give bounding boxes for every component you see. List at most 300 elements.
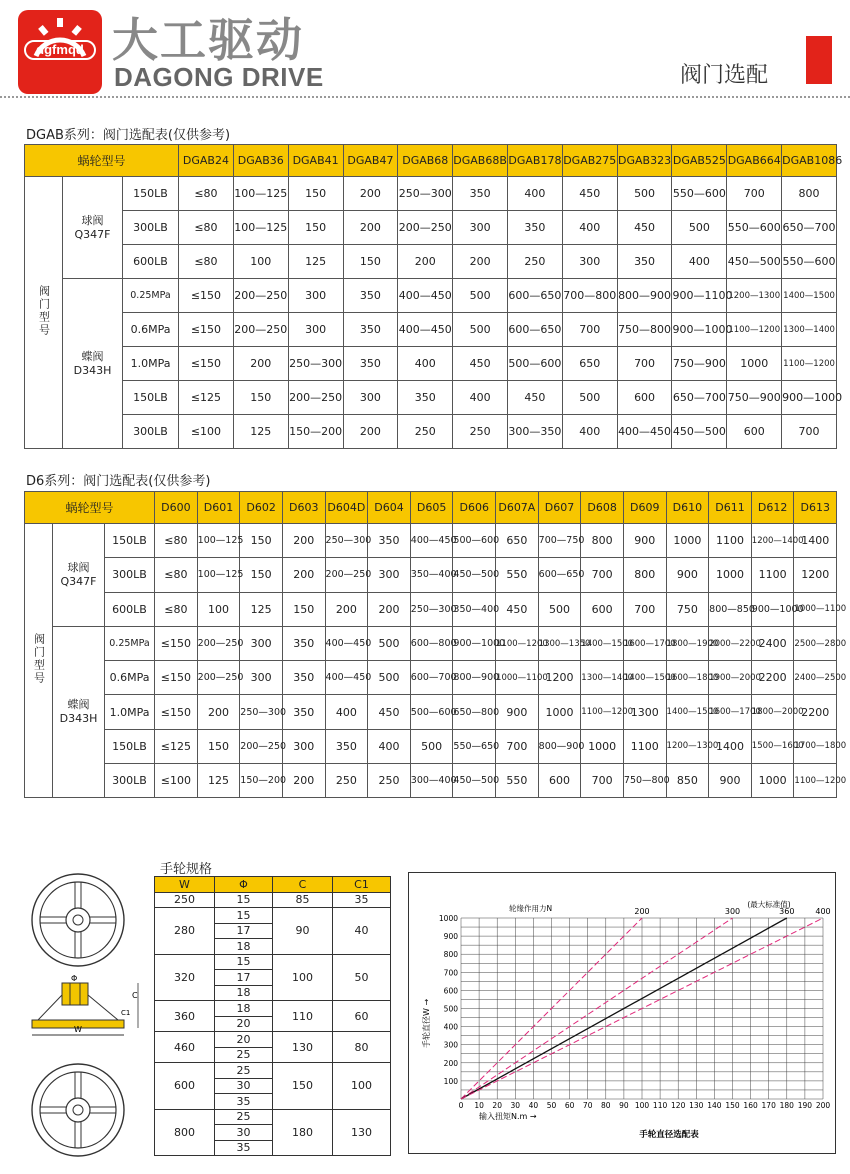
spec-cell: 150LB — [105, 729, 155, 763]
handwheel-phi-cell: 25 — [215, 1063, 273, 1079]
handwheel-c-cell: 90 — [273, 908, 333, 955]
accent-bar — [806, 36, 832, 84]
value-cell: 1000 — [727, 347, 782, 381]
value-cell: 750 — [666, 592, 709, 626]
table-header-row — [25, 492, 837, 524]
model-header-cell: DGAB275 — [562, 145, 617, 177]
value-cell: 800 — [581, 524, 624, 558]
header-divider — [0, 96, 850, 98]
value-cell: 1400 — [794, 524, 837, 558]
value-cell: 250 — [398, 415, 453, 449]
x-tick-label: 120 — [671, 1101, 686, 1110]
handwheel-c1-cell: 130 — [333, 1109, 391, 1156]
value-cell: 400—450 — [617, 415, 672, 449]
model-header-cell: D608 — [581, 492, 624, 524]
handwheel-phi-cell: 35 — [215, 1094, 273, 1110]
value-cell: 300 — [288, 279, 343, 313]
value-cell: 1300—1400 — [581, 661, 624, 695]
handwheel-spec-title: 手轮规格 — [160, 862, 213, 877]
d6-section-title: D6系列：阀门选配表(仅供参考) — [26, 474, 211, 489]
value-cell: 1100—1200 — [727, 313, 782, 347]
value-cell: 125 — [233, 415, 288, 449]
value-cell: 1100—1200 — [782, 347, 837, 381]
x-tick-label: 90 — [619, 1101, 629, 1110]
value-cell: 250—300 — [410, 592, 453, 626]
value-cell: 1000 — [666, 524, 709, 558]
handwheel-phi-cell: 20 — [215, 1032, 273, 1048]
value-cell: 1400—1500 — [581, 626, 624, 660]
model-header-cell: D604 — [368, 492, 411, 524]
value-cell: ≤150 — [155, 626, 198, 660]
x-tick-label: 190 — [797, 1101, 813, 1110]
table-row — [25, 592, 837, 626]
handwheel-w-cell: 360 — [155, 1001, 215, 1032]
handwheel-phi-cell: 18 — [215, 939, 273, 955]
value-cell: 500 — [672, 211, 727, 245]
value-cell: 1200—1400 — [751, 524, 794, 558]
value-cell: 600 — [581, 592, 624, 626]
table-row — [25, 347, 837, 381]
handwheel-row — [155, 908, 391, 924]
spec-cell: 0.25MPa — [105, 626, 155, 660]
table-row — [25, 764, 837, 798]
value-cell: 250 — [368, 764, 411, 798]
spec-cell: 0.6MPa — [123, 313, 179, 347]
table-row — [25, 729, 837, 763]
handwheel-phi-cell: 17 — [215, 923, 273, 939]
value-cell: 1100 — [751, 558, 794, 592]
handwheel-c-cell: 85 — [273, 892, 333, 908]
value-cell: 350 — [282, 695, 325, 729]
model-header-cell: D611 — [709, 492, 752, 524]
value-cell: 1000—1100 — [794, 592, 837, 626]
model-header-cell: D607 — [538, 492, 581, 524]
value-cell: 1000 — [709, 558, 752, 592]
value-cell: 450 — [496, 592, 539, 626]
handwheel-header-cell: C1 — [333, 877, 391, 893]
value-cell: 850 — [666, 764, 709, 798]
handwheel-chart-frame — [408, 872, 836, 1154]
x-axis-label: 输入扭矩N.m → — [479, 1112, 537, 1121]
max-note: (最大标准值) — [747, 900, 791, 909]
value-cell: 400 — [368, 729, 411, 763]
value-cell: ≤80 — [179, 245, 234, 279]
value-cell: 100—125 — [197, 558, 240, 592]
value-cell: 400 — [562, 211, 617, 245]
value-cell: 2200 — [751, 661, 794, 695]
value-cell: 1500—1600 — [751, 729, 794, 763]
handwheel-phi-cell: 25 — [215, 1047, 273, 1063]
value-cell: 1300—1400 — [782, 313, 837, 347]
value-cell: 200—250 — [288, 381, 343, 415]
table-row — [25, 524, 837, 558]
value-cell: 400 — [672, 245, 727, 279]
value-cell: 200—250 — [240, 729, 283, 763]
value-cell: 650—700 — [672, 381, 727, 415]
spec-cell: 300LB — [123, 415, 179, 449]
value-cell: 1000—1100 — [496, 661, 539, 695]
value-cell: 100—125 — [197, 524, 240, 558]
value-cell: 300 — [240, 661, 283, 695]
brand-name-en: DAGONG DRIVE — [114, 62, 324, 92]
value-cell: 400 — [453, 381, 508, 415]
handwheel-phi-cell: 35 — [215, 1140, 273, 1156]
value-cell: 350 — [508, 211, 563, 245]
value-cell: 500 — [368, 661, 411, 695]
spec-cell: 300LB — [105, 764, 155, 798]
value-cell: 800—900 — [453, 661, 496, 695]
value-cell: 300—400 — [410, 764, 453, 798]
value-cell: 300—350 — [508, 415, 563, 449]
valve-type-label: 阀门型号 — [32, 633, 46, 686]
value-cell: 500 — [617, 177, 672, 211]
value-cell: ≤100 — [179, 415, 234, 449]
handwheel-phi-cell: 18 — [215, 985, 273, 1001]
value-cell: 500 — [453, 313, 508, 347]
handwheel-c-cell: 110 — [273, 1001, 333, 1032]
table-row — [25, 245, 837, 279]
spec-cell: 1.0MPa — [105, 695, 155, 729]
globe-group-cell — [63, 177, 123, 279]
value-cell: ≤80 — [179, 211, 234, 245]
value-cell: 150 — [288, 211, 343, 245]
value-cell: 500—600 — [508, 347, 563, 381]
handwheel-c-cell: 150 — [273, 1063, 333, 1110]
x-tick-label: 70 — [582, 1101, 593, 1110]
value-cell: ≤125 — [179, 381, 234, 415]
value-cell: 350—400 — [410, 558, 453, 592]
value-cell: 200 — [282, 764, 325, 798]
value-cell: 250 — [325, 764, 368, 798]
spec-cell: 150LB — [123, 177, 179, 211]
value-cell: 200—250 — [233, 279, 288, 313]
value-cell: 200 — [282, 524, 325, 558]
x-tick-label: 170 — [761, 1101, 776, 1110]
butterfly-label: 蝶阀 — [81, 349, 104, 363]
dgab-section-title: DGAB系列：阀门选配表(仅供参考) — [26, 128, 231, 143]
value-cell: 700 — [562, 313, 617, 347]
model-header-cell: D612 — [751, 492, 794, 524]
model-header-cell: DGAB68B — [453, 145, 508, 177]
value-cell: 125 — [240, 592, 283, 626]
value-cell: 1000 — [581, 729, 624, 763]
y-tick-label: 400 — [443, 1022, 458, 1032]
value-cell: 700 — [782, 415, 837, 449]
value-cell: ≤80 — [155, 592, 198, 626]
value-cell: 450 — [453, 347, 508, 381]
value-cell: 700 — [623, 592, 666, 626]
model-header-cell: D601 — [197, 492, 240, 524]
value-cell: 400 — [325, 695, 368, 729]
handwheel-top-view — [32, 874, 124, 966]
value-cell: 150—200 — [240, 764, 283, 798]
value-cell: 400—450 — [398, 313, 453, 347]
x-tick-label: 100 — [634, 1101, 650, 1110]
w-dimension-label: W — [74, 1025, 82, 1034]
value-cell: 1200 — [538, 661, 581, 695]
value-cell: 400—450 — [398, 279, 453, 313]
handwheel-row — [155, 954, 391, 970]
value-cell: 400—450 — [325, 626, 368, 660]
handwheel-c-cell: 180 — [273, 1109, 333, 1156]
value-cell: 700 — [581, 558, 624, 592]
value-cell: 1000 — [751, 764, 794, 798]
value-cell: 800 — [623, 558, 666, 592]
value-cell: 350 — [325, 729, 368, 763]
butterfly-group-cell — [63, 279, 123, 449]
value-cell: 550 — [496, 558, 539, 592]
value-cell: 600 — [617, 381, 672, 415]
value-cell: 200—250 — [325, 558, 368, 592]
value-cell: 900 — [623, 524, 666, 558]
value-cell: 300 — [240, 626, 283, 660]
model-header-cell: D607A — [496, 492, 539, 524]
value-cell: 150 — [233, 381, 288, 415]
x-tick-label: 40 — [528, 1101, 539, 1110]
brand-logo — [18, 10, 102, 94]
value-cell: 750—800 — [623, 764, 666, 798]
valve-type-label-cell — [25, 524, 53, 798]
globe-code: Q347F — [60, 574, 97, 588]
table-row — [25, 626, 837, 660]
table-row — [25, 415, 837, 449]
handwheel-w-cell: 320 — [155, 954, 215, 1001]
value-cell: 300 — [562, 245, 617, 279]
globe-label: 球阀 — [67, 560, 90, 574]
value-cell: 600—800 — [410, 626, 453, 660]
value-cell: 200 — [343, 415, 398, 449]
model-header-cell: D600 — [155, 492, 198, 524]
value-cell: 700—800 — [562, 279, 617, 313]
value-cell: 300 — [343, 381, 398, 415]
value-cell: 550—600 — [727, 211, 782, 245]
value-cell: 400 — [398, 347, 453, 381]
table-row — [25, 695, 837, 729]
valve-type-label-cell — [25, 177, 63, 449]
handwheel-phi-cell: 15 — [215, 892, 273, 908]
page-title: 阀门选配 — [680, 63, 769, 88]
table-row — [25, 558, 837, 592]
spec-cell: 600LB — [123, 245, 179, 279]
value-cell: 700 — [727, 177, 782, 211]
spec-cell: 150LB — [105, 524, 155, 558]
value-cell: 1800—2000 — [751, 695, 794, 729]
handwheel-bottom-view — [32, 1064, 124, 1156]
value-cell: 125 — [288, 245, 343, 279]
series-label-360: 360 — [779, 907, 795, 916]
globe-group-cell — [53, 524, 105, 627]
handwheel-c1-cell: 35 — [333, 892, 391, 908]
x-tick-label: 180 — [779, 1101, 794, 1110]
handwheel-header-cell: C — [273, 877, 333, 893]
value-cell: 800—900 — [538, 729, 581, 763]
value-cell: 650 — [496, 524, 539, 558]
value-cell: 100 — [197, 592, 240, 626]
spec-cell: 600LB — [105, 592, 155, 626]
model-header-cell: DGAB525 — [672, 145, 727, 177]
x-tick-label: 130 — [689, 1101, 704, 1110]
value-cell: 250—300 — [288, 347, 343, 381]
value-cell: 350—400 — [453, 592, 496, 626]
value-cell: ≤80 — [155, 524, 198, 558]
value-cell: 500 — [453, 279, 508, 313]
handwheel-phi-cell: 15 — [215, 954, 273, 970]
value-cell: 150—200 — [288, 415, 343, 449]
value-cell: 250—300 — [240, 695, 283, 729]
brand-name-cn: 大工驱动 — [112, 13, 304, 67]
handwheel-row — [155, 1109, 391, 1125]
value-cell: 1100 — [623, 729, 666, 763]
handwheel-w-cell: 600 — [155, 1063, 215, 1110]
value-cell: 200 — [233, 347, 288, 381]
value-cell: ≤80 — [179, 177, 234, 211]
model-header-cell: D602 — [240, 492, 283, 524]
handwheel-c1-cell: 100 — [333, 1063, 391, 1110]
value-cell: ≤150 — [179, 279, 234, 313]
handwheel-phi-cell: 18 — [215, 1001, 273, 1017]
value-cell: 1400—1500 — [623, 661, 666, 695]
spec-cell: 300LB — [123, 211, 179, 245]
model-header-cell: DGAB24 — [179, 145, 234, 177]
value-cell: 900—1100 — [672, 279, 727, 313]
value-cell: 125 — [197, 764, 240, 798]
value-cell: 1200 — [794, 558, 837, 592]
phi-dimension-label: Φ — [71, 974, 78, 983]
handwheel-phi-cell: 30 — [215, 1125, 273, 1141]
value-cell: 1300—1350 — [538, 626, 581, 660]
model-header-cell: DGAB68 — [398, 145, 453, 177]
handwheel-diameter-chart — [409, 873, 837, 1155]
spec-cell: 1.0MPa — [123, 347, 179, 381]
value-cell: 200 — [343, 211, 398, 245]
value-cell: 500—600 — [410, 695, 453, 729]
value-cell: 1400—1500 — [666, 695, 709, 729]
value-cell: 450—500 — [453, 764, 496, 798]
value-cell: 300 — [288, 313, 343, 347]
value-cell: 400 — [508, 177, 563, 211]
chart-title: 手轮直径选配表 — [639, 1130, 699, 1140]
model-header-cell: DGAB47 — [343, 145, 398, 177]
value-cell: 2400 — [751, 626, 794, 660]
value-cell: 450 — [508, 381, 563, 415]
valve-type-label: 阀门型号 — [37, 285, 51, 337]
handwheel-phi-cell: 17 — [215, 970, 273, 986]
value-cell: ≤150 — [179, 347, 234, 381]
value-cell: 350 — [282, 626, 325, 660]
value-cell: 350 — [398, 381, 453, 415]
value-cell: ≤80 — [155, 558, 198, 592]
y-tick-label: 600 — [443, 986, 458, 996]
x-tick-label: 200 — [815, 1101, 831, 1110]
value-cell: 750—800 — [617, 313, 672, 347]
value-cell: 600—650 — [508, 313, 563, 347]
value-cell: 250 — [508, 245, 563, 279]
handwheel-header-cell: W — [155, 877, 215, 893]
value-cell: 400 — [562, 415, 617, 449]
value-cell: 450—500 — [727, 245, 782, 279]
x-tick-label: 30 — [510, 1101, 521, 1110]
handwheel-c1-cell: 80 — [333, 1032, 391, 1063]
value-cell: 2000—2200 — [709, 626, 752, 660]
value-cell: ≤150 — [179, 313, 234, 347]
value-cell: 1600—1700 — [623, 626, 666, 660]
series-label-400: 400 — [815, 907, 831, 916]
value-cell: 900 — [709, 764, 752, 798]
model-header-cell: D606 — [453, 492, 496, 524]
table-row — [25, 661, 837, 695]
value-cell: 450 — [562, 177, 617, 211]
value-cell: 650—700 — [782, 211, 837, 245]
model-header-cell: D605 — [410, 492, 453, 524]
value-cell: 750—900 — [672, 347, 727, 381]
value-cell: 150 — [197, 729, 240, 763]
handwheel-c1-cell: 40 — [333, 908, 391, 955]
value-cell: 350 — [368, 524, 411, 558]
value-cell: 600—650 — [508, 279, 563, 313]
x-tick-label: 150 — [725, 1101, 740, 1110]
handwheel-phi-cell: 15 — [215, 908, 273, 924]
handwheel-header-cell: Φ — [215, 877, 273, 893]
value-cell: 1600—1700 — [709, 695, 752, 729]
value-cell: 1100—1200 — [581, 695, 624, 729]
y-tick-label: 300 — [443, 1040, 458, 1050]
handwheel-w-cell: 460 — [155, 1032, 215, 1063]
value-cell: 200 — [368, 592, 411, 626]
value-cell: 1400—1500 — [782, 279, 837, 313]
c-dimension-label: C — [132, 991, 138, 1000]
value-cell: 250—300 — [325, 524, 368, 558]
value-cell: 300 — [453, 211, 508, 245]
handwheel-phi-cell: 25 — [215, 1109, 273, 1125]
value-cell: 900—1000 — [751, 592, 794, 626]
x-tick-label: 80 — [601, 1101, 611, 1110]
x-tick-label: 10 — [474, 1101, 484, 1110]
value-cell: 450—500 — [453, 558, 496, 592]
model-header-label: 蜗轮型号 — [25, 492, 155, 524]
value-cell: 800 — [782, 177, 837, 211]
model-header-cell: DGAB41 — [288, 145, 343, 177]
model-header-cell: DGAB323 — [617, 145, 672, 177]
y-tick-label: 1000 — [438, 914, 458, 923]
value-cell: 2500—2800 — [794, 626, 837, 660]
butterfly-code: D343H — [73, 363, 112, 377]
handwheel-phi-cell: 30 — [215, 1078, 273, 1094]
table-row — [25, 381, 837, 415]
value-cell: 1400 — [709, 729, 752, 763]
value-cell: 200—250 — [197, 661, 240, 695]
x-tick-label: 0 — [458, 1101, 464, 1110]
value-cell: 600 — [538, 764, 581, 798]
c1-dimension-label: C1 — [121, 1009, 131, 1017]
value-cell: 1800—1900 — [666, 626, 709, 660]
value-cell: 100—125 — [233, 177, 288, 211]
series-label-300: 300 — [724, 907, 741, 916]
spec-cell: 300LB — [105, 558, 155, 592]
butterfly-label: 蝶阀 — [67, 698, 90, 712]
value-cell: 1700—1800 — [794, 729, 837, 763]
value-cell: 700 — [617, 347, 672, 381]
y-tick-label: 700 — [443, 968, 458, 978]
value-cell: 350 — [343, 279, 398, 313]
handwheel-row — [155, 1063, 391, 1079]
value-cell: ≤150 — [155, 695, 198, 729]
value-cell: 200 — [343, 177, 398, 211]
logo-text: dgfmqd — [24, 40, 96, 60]
x-tick-label: 60 — [564, 1101, 575, 1110]
model-header-cell: D610 — [666, 492, 709, 524]
value-cell: 1600—1800 — [666, 661, 709, 695]
value-cell: 250—300 — [398, 177, 453, 211]
